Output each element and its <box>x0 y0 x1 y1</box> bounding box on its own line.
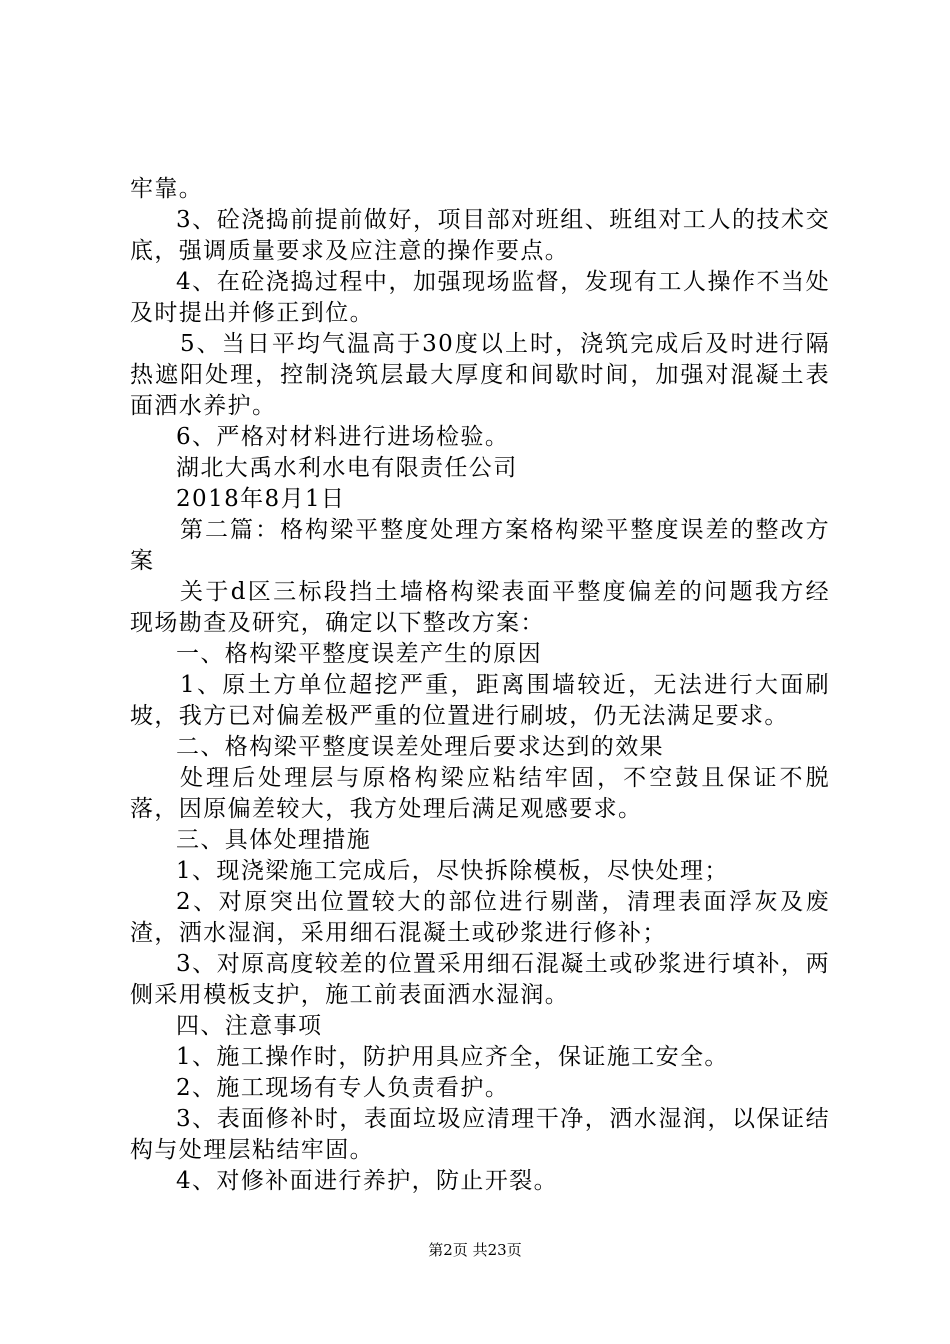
section-heading: 三、具体处理措施 <box>176 827 372 853</box>
paragraph: 关于d区三标段挡土墙格构梁表面平整度偏差的问题我方经现场勘查及研究，确定以下整改方案： <box>130 579 830 636</box>
page-number: 第2页 共23页 <box>428 1241 522 1259</box>
paragraph: 1、施工操作时，防护用具应齐全，保证施工安全。 <box>176 1044 729 1070</box>
section-heading: 四、注意事项 <box>176 1013 323 1039</box>
paragraph: 4、对修补面进行养护，防止开裂。 <box>176 1168 559 1194</box>
paragraph: 5、当日平均气温高于30度以上时，浇筑完成后及时进行隔热遮阳处理，控制浇筑层最大厚度和间歇时间，加强对混凝土表面洒水养护。 <box>130 331 830 419</box>
section-heading: 二、格构梁平整度误差处理后要求达到的效果 <box>176 734 664 760</box>
paragraph: 3、砼浇捣前提前做好，项目部对班组、班组对工人的技术交底，强调质量要求及应注意的操作要点。 <box>130 207 830 264</box>
document-body <box>130 174 830 1197</box>
paragraph: 1、现浇梁施工完成后，尽快拆除模板，尽快处理； <box>176 858 729 884</box>
paragraph: 3、表面修补时，表面垃圾应清理干净，洒水湿润，以保证结构与处理层粘结牢固。 <box>130 1106 830 1163</box>
document-date: 2018年8月1日 <box>176 486 346 512</box>
company-name: 湖北大禹水利水电有限责任公司 <box>176 455 518 481</box>
paragraph: 牢靠。 <box>130 176 204 202</box>
paragraph: 处理后处理层与原格构梁应粘结牢固，不空鼓且保证不脱落，因原偏差较大，我方处理后满足观感要求。 <box>130 765 830 822</box>
section-title: 第二篇：格构梁平整度处理方案格构梁平整度误差的整改方案 <box>130 517 830 574</box>
paragraph: 2、对原突出位置较大的部位进行剔凿，清理表面浮灰及废渣，洒水湿润，采用细石混凝土或砂浆进行修补； <box>130 889 830 946</box>
paragraph: 4、在砼浇捣过程中，加强现场监督，发现有工人操作不当处及时提出并修正到位。 <box>130 269 830 326</box>
paragraph: 3、对原高度较差的位置采用细石混凝土或砂浆进行填补，两侧采用模板支护，施工前表面洒水湿润。 <box>130 951 830 1008</box>
paragraph: 2、施工现场有专人负责看护。 <box>176 1075 510 1101</box>
page-footer <box>0 1240 950 1260</box>
paragraph: 6、严格对材料进行进场检验。 <box>176 424 510 450</box>
paragraph: 1、原土方单位超挖严重，距离围墙较近，无法进行大面刷坡，我方已对偏差极严重的位置进行刷坡，仍无法满足要求。 <box>130 672 830 729</box>
section-heading: 一、格构梁平整度误差产生的原因 <box>176 641 542 667</box>
